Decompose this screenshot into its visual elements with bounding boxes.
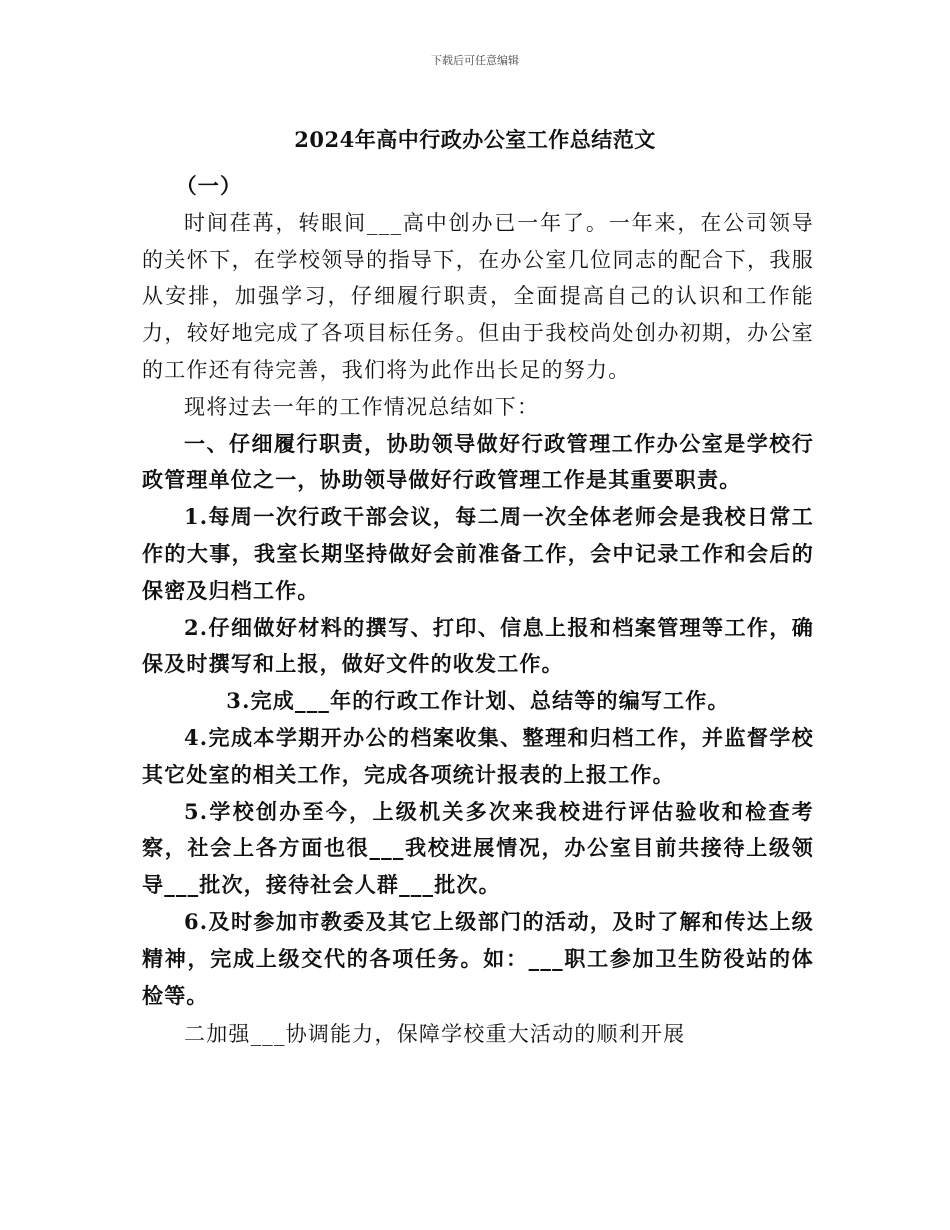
paragraph-summary-lead: 现将过去一年的工作情况总结如下： <box>184 394 540 419</box>
list-item-3: 3.完成___年的行政工作计划、总结等的编写工作。 <box>226 688 730 714</box>
page-header-note: 下载后可任意编辑 <box>431 54 519 67</box>
document-title: 2024年高中行政办公室工作总结范文 <box>294 127 656 152</box>
list-item-1: 1.每周一次行政干部会议，每二周一次全体老师会是我校日常工作的大事，我室长期坚持做好会前准备工作，会中记录工作和会后的保密及归档工作。 <box>142 504 814 603</box>
list-item-4: 4.完成本学期开办公的档案收集、整理和归档工作，并监督学校其它处室的相关工作，完成各项统计报表的上报工作。 <box>142 724 814 787</box>
heading-section-one: 一、仔细履行职责，协助领导做好行政管理工作办公室是学校行政管理单位之一，协助领导做好行政管理工作是其重要职责。 <box>142 430 814 493</box>
heading-section-two: 二加强___协调能力，保障学校重大活动的顺利开展 <box>184 1022 686 1047</box>
list-item-5: 5.学校创办至今，上级机关多次来我校进行评估验收和检查考察，社会上各方面也很___我校进展情况，办公室目前共接待上级领导___批次，接待社会人群___批次。 <box>142 798 814 898</box>
list-item-2: 2.仔细做好材料的撰写、打印、信息上报和档案管理等工作，确保及时撰写和上报，做好文件的收发工作。 <box>142 614 814 677</box>
paragraph-intro: 时间荏苒，转眼间___高中创办已一年了。一年来，在公司领导的关怀下，在学校领导的指导下，在办公室几位同志的配合下，我服从安排，加强学习，仔细履行职责，全面提高自己的认识和工作能力，较好地完成了各项目标任务。但由于我校尚处创办初期，办公室的工作还有待完善，我们将为此作出长足的努力。 <box>142 210 814 382</box>
section-label: （一） <box>175 173 243 198</box>
document-body <box>142 168 814 1053</box>
list-item-6: 6.及时参加市教委及其它上级部门的活动，及时了解和传达上级精神，完成上级交代的各项任务。如：___职工参加卫生防役站的体检等。 <box>142 908 814 1008</box>
